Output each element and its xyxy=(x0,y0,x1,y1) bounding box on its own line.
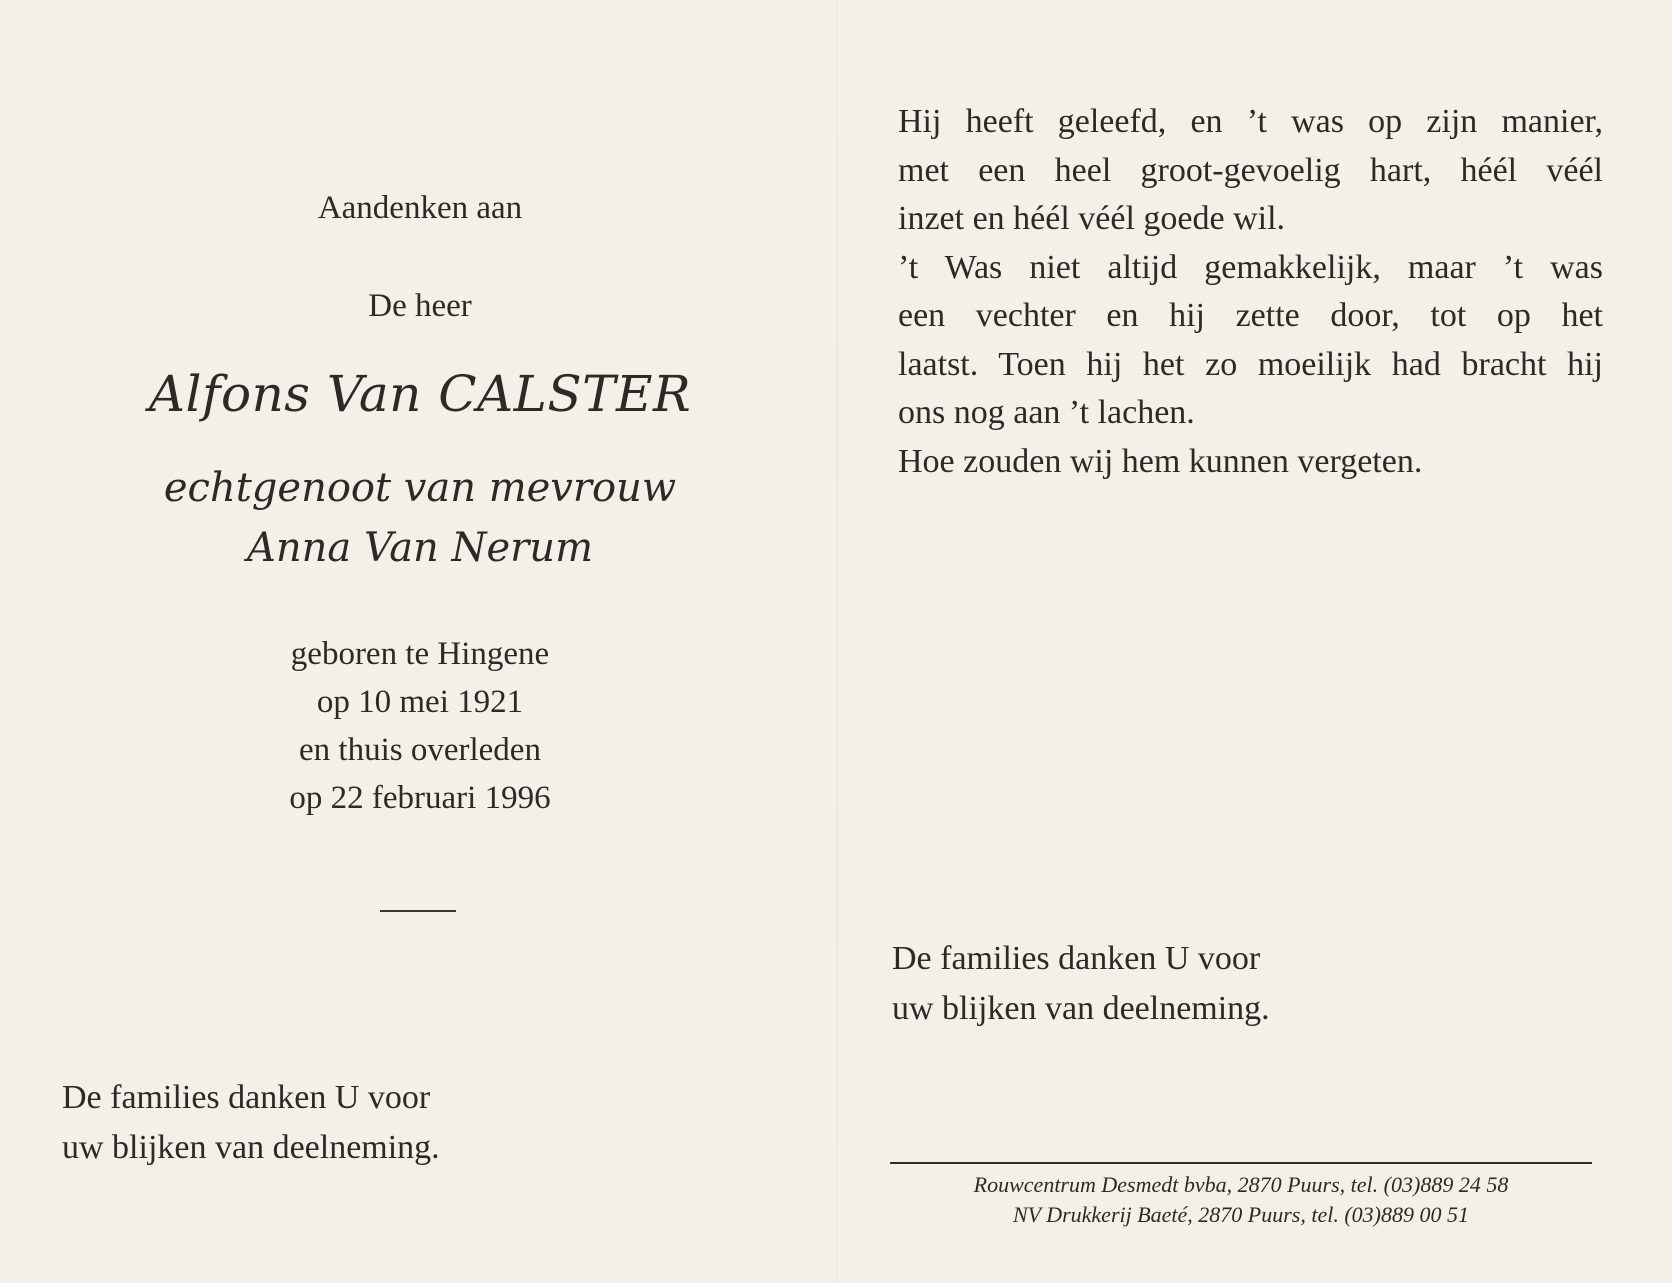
life-line: op 10 mei 1921 xyxy=(316,684,524,720)
poem-line: laatst. Toen hij het zo moeilijk had bracht hij xyxy=(898,345,1603,383)
footer-rule xyxy=(890,1162,1592,1164)
printer-credit-funeral-home: Rouwcentrum Desmedt bvba, 2870 Puurs, tel. (03)889 24 58 xyxy=(973,1172,1509,1197)
spouse-line-1: echtgenoot van mevrouw xyxy=(163,465,677,511)
poem-line: met een heel groot-gevoelig hart, héél véél xyxy=(898,151,1603,189)
life-line: op 22 februari 1996 xyxy=(289,780,551,816)
poem-line: een vechter en hij zette door, tot op het xyxy=(898,297,1603,334)
printer-credit-printing: NV Drukkerij Baeté, 2870 Puurs, tel. (03)889 00 51 xyxy=(1012,1202,1470,1227)
spouse-line-2: Anna Van Nerum xyxy=(247,525,593,571)
thanks-line: uw blijken van deelneming. xyxy=(892,990,1270,1027)
thanks-block-left xyxy=(62,1073,440,1173)
poem-line: inzet en héél véél goede wil. xyxy=(898,200,1286,237)
memorial-poem xyxy=(898,98,1603,486)
poem-line: ’t Was niet altijd gemakkelijk, maar ’t was xyxy=(898,248,1603,286)
honorific: De heer xyxy=(368,288,472,324)
right-panel xyxy=(838,0,1672,1283)
poem-line: ons nog aan ’t lachen. xyxy=(898,394,1195,431)
thanks-line: De families danken U voor xyxy=(62,1079,431,1116)
life-line: geboren te Hingene xyxy=(290,636,550,672)
small-divider xyxy=(380,910,456,912)
poem-line: Hij heeft geleefd, en ’t was op zijn manier, xyxy=(898,103,1603,140)
life-line: en thuis overleden xyxy=(299,732,541,768)
thanks-line: De families danken U voor xyxy=(892,940,1261,977)
thanks-block-right xyxy=(892,934,1270,1034)
thanks-line: uw blijken van deelneming. xyxy=(62,1129,440,1166)
deceased-name: Alfons Van CALSTER xyxy=(148,365,692,423)
poem-line: Hoe zouden wij hem kunnen vergeten. xyxy=(898,442,1423,480)
life-dates xyxy=(70,630,770,822)
memorial-heading: Aandenken aan xyxy=(317,190,523,226)
